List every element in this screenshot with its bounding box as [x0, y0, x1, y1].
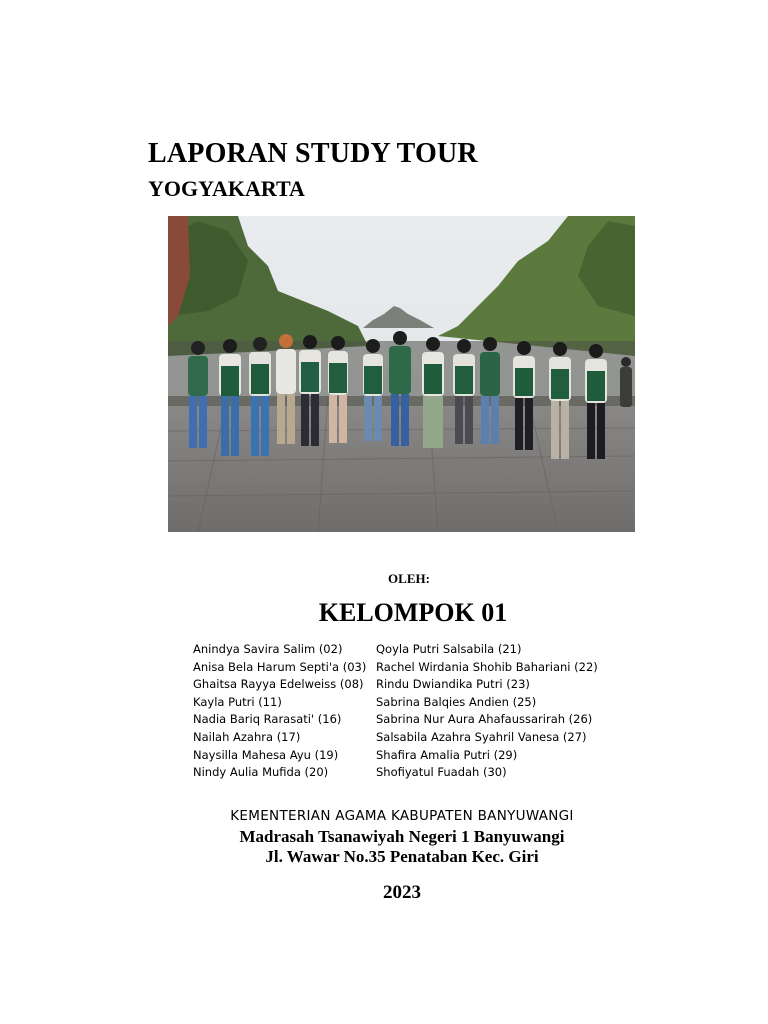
report-subtitle: YOGYAKARTA: [148, 176, 305, 201]
member-name: Rachel Wirdania Shohib Bahariani (22): [376, 659, 598, 674]
report-year: 2023: [383, 882, 421, 903]
member-name: Anindya Savira Salim (02): [193, 642, 343, 656]
member-name: Qoyla Putri Salsabila (21): [376, 642, 522, 656]
member-name: Nadia Bariq Rarasati' (16): [193, 712, 342, 727]
member-name: Naysilla Mahesa Ayu (19): [193, 747, 339, 762]
member-name: Shafira Amalia Putri (29): [376, 747, 518, 762]
member-name: Nindy Aulia Mufida (20): [193, 765, 329, 780]
member-name: Rindu Dwiandika Putri (23): [376, 677, 530, 692]
member-name: Ghaitsa Rayya Edelweiss (08): [193, 677, 364, 692]
member-name: Shofiyatul Fuadah (30): [376, 765, 507, 780]
group-name: KELOMPOK 01: [318, 598, 508, 627]
group-photo: [168, 216, 635, 532]
member-name: Kayla Putri (11): [193, 694, 282, 709]
member-name: Nailah Azahra (17): [193, 729, 301, 744]
member-name: Anisa Bela Harum Septi'a (03): [193, 659, 367, 674]
school-name: Madrasah Tsanawiyah Negeri 1 Banyuwangi: [239, 827, 565, 846]
school-address: Jl. Wawar No.35 Penataban Kec. Giri: [265, 847, 539, 866]
member-name: Salsabila Azahra Syahril Vanesa (27): [376, 729, 587, 744]
by-label: OLEH:: [388, 571, 430, 586]
ministry-name: KEMENTERIAN AGAMA KABUPATEN BANYUWANGI: [230, 808, 574, 824]
member-name: Sabrina Balqies Andien (25): [376, 694, 537, 709]
member-name: Sabrina Nur Aura Ahafaussarirah (26): [376, 712, 593, 727]
members-list-right: [376, 641, 598, 782]
report-title: LAPORAN STUDY TOUR: [148, 138, 478, 169]
members-list-left: [193, 641, 366, 782]
